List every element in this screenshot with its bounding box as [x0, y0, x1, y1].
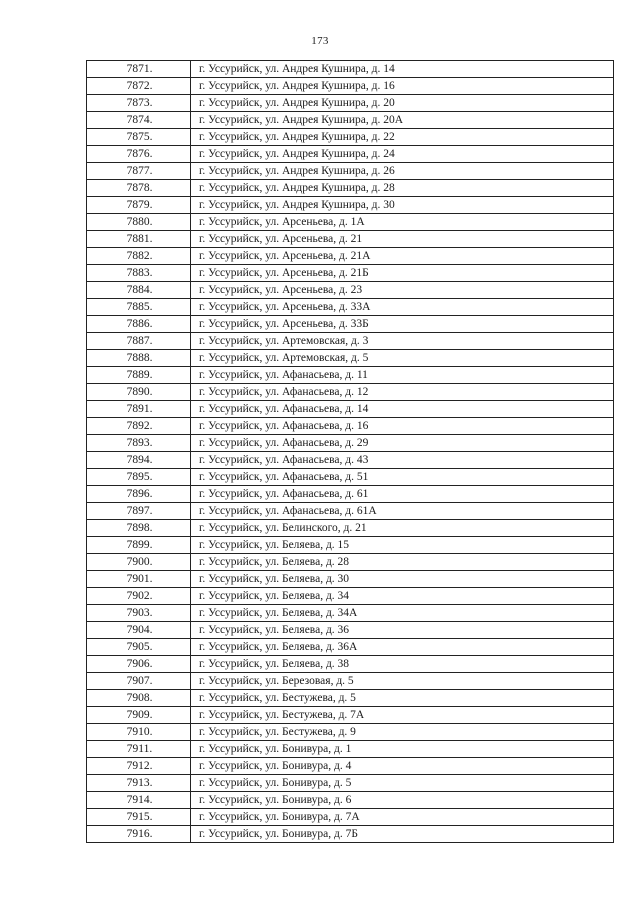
table-row	[87, 384, 614, 401]
row-number-cell: 7886.	[87, 316, 191, 333]
address-cell: г. Уссурийск, ул. Беляева, д. 36	[191, 622, 614, 639]
table-row	[87, 299, 614, 316]
row-number-cell: 7902.	[87, 588, 191, 605]
table-row	[87, 231, 614, 248]
row-number-cell: 7909.	[87, 707, 191, 724]
table-row	[87, 605, 614, 622]
table-row	[87, 571, 614, 588]
address-cell: г. Уссурийск, ул. Андрея Кушнира, д. 22	[191, 129, 614, 146]
address-cell: г. Уссурийск, ул. Бонивура, д. 7А	[191, 809, 614, 826]
address-cell: г. Уссурийск, ул. Артемовская, д. 5	[191, 350, 614, 367]
row-number-cell: 7905.	[87, 639, 191, 656]
address-table-container	[86, 60, 613, 843]
table-row	[87, 826, 614, 843]
table-row	[87, 95, 614, 112]
row-number-cell: 7899.	[87, 537, 191, 554]
row-number-cell: 7878.	[87, 180, 191, 197]
row-number-cell: 7872.	[87, 78, 191, 95]
table-row	[87, 554, 614, 571]
table-row	[87, 537, 614, 554]
address-cell: г. Уссурийск, ул. Афанасьева, д. 11	[191, 367, 614, 384]
row-number-cell: 7890.	[87, 384, 191, 401]
row-number-cell: 7901.	[87, 571, 191, 588]
row-number-cell: 7883.	[87, 265, 191, 282]
address-cell: г. Уссурийск, ул. Артемовская, д. 3	[191, 333, 614, 350]
address-cell: г. Уссурийск, ул. Афанасьева, д. 12	[191, 384, 614, 401]
address-cell: г. Уссурийск, ул. Бестужева, д. 7А	[191, 707, 614, 724]
row-number-cell: 7912.	[87, 758, 191, 775]
row-number-cell: 7897.	[87, 503, 191, 520]
row-number-cell: 7876.	[87, 146, 191, 163]
table-row	[87, 61, 614, 78]
table-row	[87, 129, 614, 146]
table-row	[87, 367, 614, 384]
table-row	[87, 673, 614, 690]
table-row	[87, 163, 614, 180]
table-row	[87, 180, 614, 197]
row-number-cell: 7913.	[87, 775, 191, 792]
table-row	[87, 265, 614, 282]
row-number-cell: 7910.	[87, 724, 191, 741]
address-cell: г. Уссурийск, ул. Бонивура, д. 6	[191, 792, 614, 809]
address-cell: г. Уссурийск, ул. Афанасьева, д. 61	[191, 486, 614, 503]
table-row	[87, 622, 614, 639]
address-cell: г. Уссурийск, ул. Андрея Кушнира, д. 24	[191, 146, 614, 163]
address-table	[86, 60, 614, 843]
table-row	[87, 588, 614, 605]
row-number-cell: 7892.	[87, 418, 191, 435]
address-cell: г. Уссурийск, ул. Беляева, д. 38	[191, 656, 614, 673]
table-row	[87, 316, 614, 333]
table-row	[87, 809, 614, 826]
row-number-cell: 7896.	[87, 486, 191, 503]
row-number-cell: 7908.	[87, 690, 191, 707]
address-cell: г. Уссурийск, ул. Бонивура, д. 5	[191, 775, 614, 792]
table-row	[87, 214, 614, 231]
address-cell: г. Уссурийск, ул. Беляева, д. 28	[191, 554, 614, 571]
address-cell: г. Уссурийск, ул. Беляева, д. 36А	[191, 639, 614, 656]
table-row	[87, 452, 614, 469]
address-cell: г. Уссурийск, ул. Арсеньева, д. 33А	[191, 299, 614, 316]
table-row	[87, 435, 614, 452]
row-number-cell: 7873.	[87, 95, 191, 112]
table-row	[87, 248, 614, 265]
address-cell: г. Уссурийск, ул. Беляева, д. 30	[191, 571, 614, 588]
row-number-cell: 7874.	[87, 112, 191, 129]
address-cell: г. Уссурийск, ул. Белинского, д. 21	[191, 520, 614, 537]
address-table-body	[87, 61, 614, 843]
address-cell: г. Уссурийск, ул. Афанасьева, д. 14	[191, 401, 614, 418]
row-number-cell: 7875.	[87, 129, 191, 146]
table-row	[87, 520, 614, 537]
row-number-cell: 7895.	[87, 469, 191, 486]
address-cell: г. Уссурийск, ул. Арсеньева, д. 33Б	[191, 316, 614, 333]
address-cell: г. Уссурийск, ул. Андрея Кушнира, д. 30	[191, 197, 614, 214]
table-row	[87, 418, 614, 435]
address-cell: г. Уссурийск, ул. Березовая, д. 5	[191, 673, 614, 690]
table-row	[87, 401, 614, 418]
address-cell: г. Уссурийск, ул. Бестужева, д. 9	[191, 724, 614, 741]
table-row	[87, 78, 614, 95]
row-number-cell: 7907.	[87, 673, 191, 690]
row-number-cell: 7893.	[87, 435, 191, 452]
address-cell: г. Уссурийск, ул. Андрея Кушнира, д. 28	[191, 180, 614, 197]
table-row	[87, 639, 614, 656]
row-number-cell: 7882.	[87, 248, 191, 265]
address-cell: г. Уссурийск, ул. Андрея Кушнира, д. 14	[191, 61, 614, 78]
table-row	[87, 112, 614, 129]
address-cell: г. Уссурийск, ул. Арсеньева, д. 1А	[191, 214, 614, 231]
table-row	[87, 197, 614, 214]
address-cell: г. Уссурийск, ул. Арсеньева, д. 21	[191, 231, 614, 248]
row-number-cell: 7900.	[87, 554, 191, 571]
address-cell: г. Уссурийск, ул. Бонивура, д. 4	[191, 758, 614, 775]
row-number-cell: 7880.	[87, 214, 191, 231]
table-row	[87, 775, 614, 792]
row-number-cell: 7871.	[87, 61, 191, 78]
row-number-cell: 7894.	[87, 452, 191, 469]
row-number-cell: 7906.	[87, 656, 191, 673]
row-number-cell: 7881.	[87, 231, 191, 248]
address-cell: г. Уссурийск, ул. Бонивура, д. 1	[191, 741, 614, 758]
row-number-cell: 7916.	[87, 826, 191, 843]
row-number-cell: 7891.	[87, 401, 191, 418]
row-number-cell: 7879.	[87, 197, 191, 214]
address-cell: г. Уссурийск, ул. Беляева, д. 15	[191, 537, 614, 554]
row-number-cell: 7914.	[87, 792, 191, 809]
address-cell: г. Уссурийск, ул. Афанасьева, д. 51	[191, 469, 614, 486]
table-row	[87, 690, 614, 707]
address-cell: г. Уссурийск, ул. Арсеньева, д. 21А	[191, 248, 614, 265]
address-cell: г. Уссурийск, ул. Афанасьева, д. 16	[191, 418, 614, 435]
table-row	[87, 707, 614, 724]
row-number-cell: 7904.	[87, 622, 191, 639]
row-number-cell: 7911.	[87, 741, 191, 758]
table-row	[87, 469, 614, 486]
row-number-cell: 7915.	[87, 809, 191, 826]
address-cell: г. Уссурийск, ул. Андрея Кушнира, д. 26	[191, 163, 614, 180]
row-number-cell: 7887.	[87, 333, 191, 350]
table-row	[87, 758, 614, 775]
address-cell: г. Уссурийск, ул. Андрея Кушнира, д. 20А	[191, 112, 614, 129]
row-number-cell: 7898.	[87, 520, 191, 537]
table-row	[87, 333, 614, 350]
table-row	[87, 350, 614, 367]
address-cell: г. Уссурийск, ул. Андрея Кушнира, д. 16	[191, 78, 614, 95]
row-number-cell: 7884.	[87, 282, 191, 299]
table-row	[87, 282, 614, 299]
row-number-cell: 7889.	[87, 367, 191, 384]
address-cell: г. Уссурийск, ул. Арсеньева, д. 21Б	[191, 265, 614, 282]
page-number: 173	[311, 35, 329, 47]
table-row	[87, 792, 614, 809]
address-cell: г. Уссурийск, ул. Бонивура, д. 7Б	[191, 826, 614, 843]
address-cell: г. Уссурийск, ул. Афанасьева, д. 29	[191, 435, 614, 452]
address-cell: г. Уссурийск, ул. Бестужева, д. 5	[191, 690, 614, 707]
row-number-cell: 7903.	[87, 605, 191, 622]
row-number-cell: 7877.	[87, 163, 191, 180]
address-cell: г. Уссурийск, ул. Афанасьева, д. 43	[191, 452, 614, 469]
table-row	[87, 146, 614, 163]
table-row	[87, 486, 614, 503]
address-cell: г. Уссурийск, ул. Беляева, д. 34А	[191, 605, 614, 622]
row-number-cell: 7885.	[87, 299, 191, 316]
address-cell: г. Уссурийск, ул. Афанасьева, д. 61А	[191, 503, 614, 520]
table-row	[87, 741, 614, 758]
table-row	[87, 656, 614, 673]
address-cell: г. Уссурийск, ул. Беляева, д. 34	[191, 588, 614, 605]
address-cell: г. Уссурийск, ул. Арсеньева, д. 23	[191, 282, 614, 299]
table-row	[87, 724, 614, 741]
address-cell: г. Уссурийск, ул. Андрея Кушнира, д. 20	[191, 95, 614, 112]
row-number-cell: 7888.	[87, 350, 191, 367]
table-row	[87, 503, 614, 520]
